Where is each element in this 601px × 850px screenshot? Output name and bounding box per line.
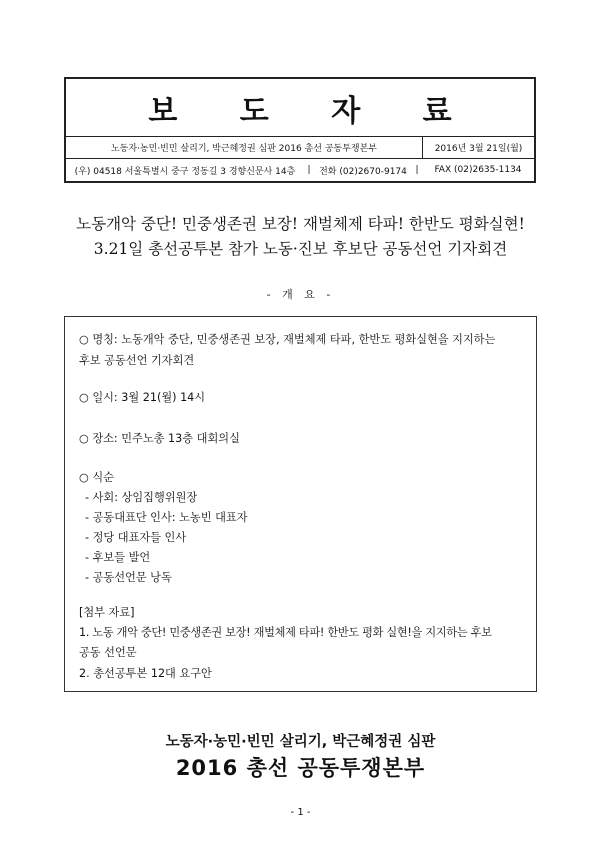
- ceremony-title: ○ 식순: [79, 471, 114, 484]
- event-place: ○ 장소: 민주노총 13층 대회의실: [79, 432, 240, 445]
- phone: 전화 (02)2670-9174: [319, 166, 407, 177]
- separator: |: [415, 165, 419, 175]
- document-title: 보 도 자 료: [66, 79, 534, 137]
- event-name-line-1: ○ 명칭: 노동개악 중단, 민중생존권 보장, 재벌체제 타파, 한반도 평화실현을 지지하는: [79, 333, 496, 346]
- event-datetime: ○ 일시: 3월 21(월) 14시: [79, 391, 206, 404]
- header-org-row: [66, 137, 534, 159]
- headline-line-1: 노동개악 중단! 민중생존권 보장! 재벌체제 타파! 한반도 평화실현!: [76, 215, 525, 233]
- attachment-1-line-2: 공동 선언문: [79, 646, 137, 659]
- fax: FAX (02)2635-1134: [434, 165, 522, 175]
- footer-org-line-1: 노동자·농민·빈민 살리기, 박근혜정권 심판: [165, 734, 436, 750]
- header-contact-row: [66, 159, 534, 181]
- attachment-1-line-1: 1. 노동 개악 중단! 민중생존권 보장! 재벌체제 타파! 한반도 평화 실현!을 지지하는 후보: [79, 626, 492, 639]
- press-release-header: [64, 77, 536, 183]
- separator: |: [307, 165, 311, 175]
- ceremony-item: - 사회: 상임집행위원장: [85, 491, 198, 504]
- attachment-2: 2. 총선공투본 12대 요구안: [79, 667, 212, 680]
- ceremony-item: - 후보들 발언: [85, 551, 151, 564]
- footer-org-line-2: 2016 총선 공동투쟁본부: [175, 756, 426, 780]
- page-number: - 1 -: [290, 807, 311, 818]
- ceremony-item: - 공동선언문 낭독: [85, 571, 172, 584]
- organization-name: 노동자·농민·빈민 살리기, 박근혜정권 심판 2016 총선 공동투쟁본부: [66, 137, 423, 158]
- overview-box: [64, 316, 537, 692]
- ceremony-item: - 공동대표단 인사: 노농빈 대표자: [85, 511, 248, 524]
- headline-line-2: 3.21일 총선공투본 참가 노동·진보 후보단 공동선언 기자회견: [93, 240, 508, 258]
- address: (우) 04518 서울특별시 중구 정동길 3 경향신문사 14층: [74, 166, 296, 177]
- attachments-title: [첨부 자료]: [79, 606, 135, 619]
- overview-label: - 개 요 -: [266, 288, 335, 301]
- event-name-line-2: 후보 공동선언 기자회견: [79, 354, 195, 367]
- ceremony-item: - 정당 대표자들 인사: [85, 531, 187, 544]
- release-date: 2016년 3월 21일(월): [434, 144, 523, 154]
